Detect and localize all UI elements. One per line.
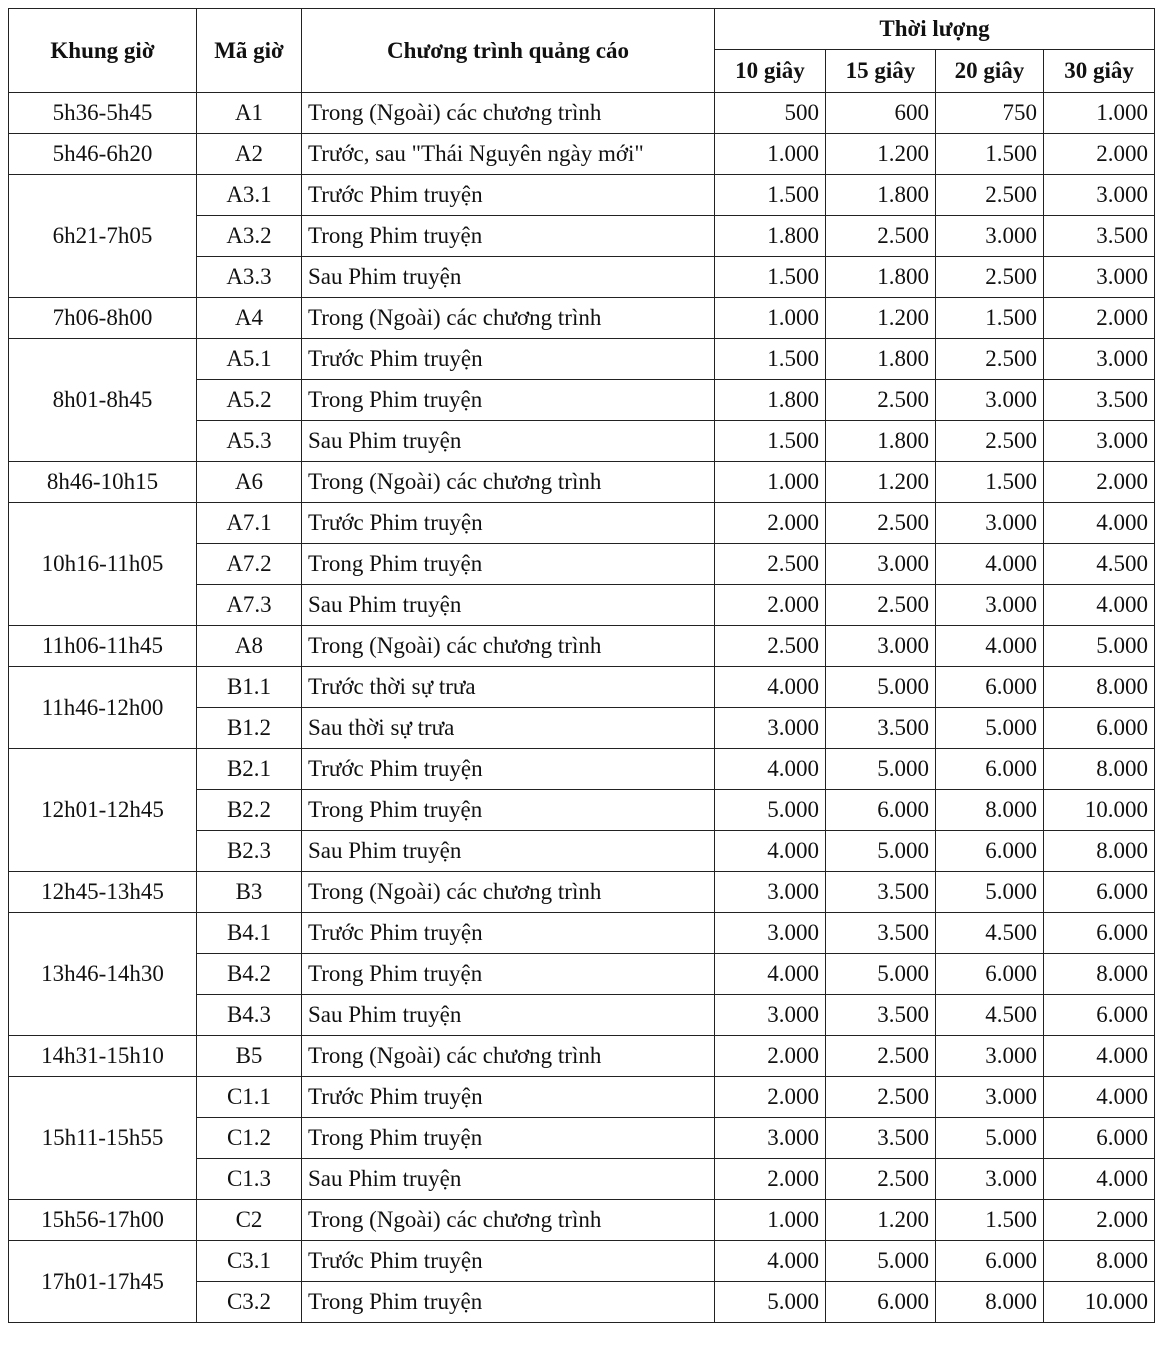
table-body [9, 93, 1155, 1323]
price-cell: 8.000 [1044, 749, 1155, 790]
price-cell: 2.500 [936, 421, 1044, 462]
price-cell: 1.200 [826, 462, 936, 503]
price-cell: 1.800 [826, 257, 936, 298]
price-cell: 1.800 [826, 421, 936, 462]
price-cell: 1.200 [826, 298, 936, 339]
time-slot-cell: 7h06-8h00 [9, 298, 197, 339]
price-cell: 8.000 [1044, 1241, 1155, 1282]
advertising-rate-table [8, 8, 1155, 1323]
price-cell: 8.000 [1044, 667, 1155, 708]
code-cell: C1.3 [197, 1159, 302, 1200]
program-cell: Trước Phim truyện [302, 339, 715, 380]
price-cell: 3.000 [936, 380, 1044, 421]
price-cell: 2.000 [715, 503, 826, 544]
price-cell: 5.000 [826, 831, 936, 872]
price-cell: 4.000 [936, 626, 1044, 667]
price-cell: 750 [936, 93, 1044, 134]
price-cell: 4.000 [1044, 503, 1155, 544]
price-cell: 3.000 [715, 872, 826, 913]
price-cell: 3.000 [1044, 175, 1155, 216]
price-cell: 500 [715, 93, 826, 134]
code-cell: B1.2 [197, 708, 302, 749]
price-cell: 2.500 [826, 585, 936, 626]
table-row [9, 503, 1155, 544]
price-cell: 6.000 [1044, 708, 1155, 749]
code-cell: B4.3 [197, 995, 302, 1036]
price-cell: 2.500 [826, 216, 936, 257]
price-cell: 4.000 [715, 954, 826, 995]
price-cell: 4.500 [936, 913, 1044, 954]
price-cell: 6.000 [1044, 872, 1155, 913]
time-slot-cell: 6h21-7h05 [9, 175, 197, 298]
price-cell: 1.000 [715, 298, 826, 339]
price-cell: 3.000 [936, 1159, 1044, 1200]
price-cell: 5.000 [826, 749, 936, 790]
time-slot-cell: 11h06-11h45 [9, 626, 197, 667]
price-cell: 1.500 [936, 1200, 1044, 1241]
price-cell: 3.000 [1044, 339, 1155, 380]
price-cell: 2.000 [1044, 298, 1155, 339]
code-cell: A7.3 [197, 585, 302, 626]
price-cell: 4.000 [715, 1241, 826, 1282]
price-cell: 1.000 [715, 1200, 826, 1241]
table-row [9, 1036, 1155, 1077]
price-cell: 6.000 [1044, 1118, 1155, 1159]
price-cell: 5.000 [936, 1118, 1044, 1159]
time-slot-cell: 8h46-10h15 [9, 462, 197, 503]
price-cell: 2.000 [715, 585, 826, 626]
price-cell: 4.000 [715, 749, 826, 790]
price-cell: 1.500 [715, 421, 826, 462]
price-cell: 4.000 [1044, 585, 1155, 626]
price-cell: 8.000 [1044, 954, 1155, 995]
price-cell: 3.500 [826, 1118, 936, 1159]
table-row [9, 626, 1155, 667]
program-cell: Trong Phim truyện [302, 380, 715, 421]
price-cell: 2.500 [826, 1036, 936, 1077]
price-cell: 6.000 [1044, 913, 1155, 954]
program-cell: Trước, sau "Thái Nguyên ngày mới" [302, 134, 715, 175]
price-cell: 2.000 [1044, 1200, 1155, 1241]
price-cell: 6.000 [1044, 995, 1155, 1036]
code-cell: A5.3 [197, 421, 302, 462]
price-cell: 1.500 [715, 339, 826, 380]
time-slot-cell: 5h46-6h20 [9, 134, 197, 175]
time-slot-cell: 13h46-14h30 [9, 913, 197, 1036]
price-cell: 4.000 [715, 667, 826, 708]
price-cell: 1.500 [715, 257, 826, 298]
program-cell: Trước thời sự trưa [302, 667, 715, 708]
code-cell: C1.1 [197, 1077, 302, 1118]
program-cell: Trong Phim truyện [302, 1282, 715, 1323]
table-row [9, 339, 1155, 380]
price-cell: 1.200 [826, 1200, 936, 1241]
price-cell: 1.800 [826, 175, 936, 216]
price-cell: 2.500 [936, 175, 1044, 216]
program-cell: Trước Phim truyện [302, 1241, 715, 1282]
price-cell: 6.000 [826, 1282, 936, 1323]
program-cell: Trong Phim truyện [302, 1118, 715, 1159]
price-cell: 4.000 [715, 831, 826, 872]
program-cell: Trong (Ngoài) các chương trình [302, 1200, 715, 1241]
price-cell: 4.000 [1044, 1077, 1155, 1118]
code-cell: B5 [197, 1036, 302, 1077]
price-cell: 3.500 [826, 913, 936, 954]
table-row [9, 298, 1155, 339]
price-cell: 3.000 [826, 544, 936, 585]
program-cell: Trong (Ngoài) các chương trình [302, 1036, 715, 1077]
price-cell: 2.000 [715, 1036, 826, 1077]
code-cell: A6 [197, 462, 302, 503]
price-cell: 1.000 [715, 134, 826, 175]
price-cell: 5.000 [936, 872, 1044, 913]
price-cell: 1.200 [826, 134, 936, 175]
code-cell: B3 [197, 872, 302, 913]
price-cell: 8.000 [936, 1282, 1044, 1323]
price-cell: 1.000 [715, 462, 826, 503]
code-cell: A5.1 [197, 339, 302, 380]
price-cell: 2.000 [715, 1159, 826, 1200]
table-row [9, 175, 1155, 216]
price-cell: 6.000 [936, 749, 1044, 790]
price-cell: 3.000 [826, 626, 936, 667]
program-cell: Trong (Ngoài) các chương trình [302, 298, 715, 339]
header-duration: Thời lượng [715, 9, 1155, 50]
price-cell: 2.500 [936, 257, 1044, 298]
price-cell: 600 [826, 93, 936, 134]
program-cell: Trước Phim truyện [302, 913, 715, 954]
code-cell: A3.3 [197, 257, 302, 298]
header-time-slot: Khung giờ [9, 9, 197, 93]
price-cell: 1.500 [715, 175, 826, 216]
program-cell: Trong (Ngoài) các chương trình [302, 872, 715, 913]
price-cell: 3.000 [936, 503, 1044, 544]
price-cell: 2.500 [826, 380, 936, 421]
price-cell: 3.000 [715, 1118, 826, 1159]
price-cell: 10.000 [1044, 790, 1155, 831]
price-cell: 6.000 [826, 790, 936, 831]
code-cell: B1.1 [197, 667, 302, 708]
price-cell: 3.500 [1044, 216, 1155, 257]
program-cell: Trong (Ngoài) các chương trình [302, 93, 715, 134]
price-cell: 1.800 [715, 216, 826, 257]
program-cell: Trong (Ngoài) các chương trình [302, 626, 715, 667]
code-cell: C3.2 [197, 1282, 302, 1323]
program-cell: Trong Phim truyện [302, 216, 715, 257]
price-cell: 3.000 [1044, 421, 1155, 462]
price-cell: 2.000 [715, 1077, 826, 1118]
price-cell: 2.000 [1044, 134, 1155, 175]
program-cell: Sau Phim truyện [302, 995, 715, 1036]
code-cell: A7.1 [197, 503, 302, 544]
price-cell: 3.000 [936, 585, 1044, 626]
program-cell: Trước Phim truyện [302, 1077, 715, 1118]
table-row [9, 667, 1155, 708]
program-cell: Sau Phim truyện [302, 1159, 715, 1200]
program-cell: Trong Phim truyện [302, 544, 715, 585]
program-cell: Trước Phim truyện [302, 749, 715, 790]
price-cell: 4.000 [1044, 1159, 1155, 1200]
code-cell: A3.1 [197, 175, 302, 216]
code-cell: A5.2 [197, 380, 302, 421]
header-duration-15s: 15 giây [826, 50, 936, 93]
code-cell: A8 [197, 626, 302, 667]
price-cell: 2.000 [1044, 462, 1155, 503]
price-cell: 3.000 [715, 913, 826, 954]
table-row [9, 1200, 1155, 1241]
table-row [9, 93, 1155, 134]
time-slot-cell: 12h01-12h45 [9, 749, 197, 872]
price-cell: 1.000 [1044, 93, 1155, 134]
program-cell: Trong Phim truyện [302, 954, 715, 995]
code-cell: A1 [197, 93, 302, 134]
table-header [9, 9, 1155, 93]
time-slot-cell: 10h16-11h05 [9, 503, 197, 626]
price-cell: 2.500 [715, 544, 826, 585]
header-duration-20s: 20 giây [936, 50, 1044, 93]
price-cell: 3.000 [715, 708, 826, 749]
price-cell: 2.500 [715, 626, 826, 667]
price-cell: 5.000 [826, 954, 936, 995]
code-cell: B2.3 [197, 831, 302, 872]
time-slot-cell: 12h45-13h45 [9, 872, 197, 913]
price-cell: 5.000 [936, 708, 1044, 749]
program-cell: Sau Phim truyện [302, 585, 715, 626]
price-cell: 1.500 [936, 298, 1044, 339]
price-cell: 3.000 [1044, 257, 1155, 298]
time-slot-cell: 15h56-17h00 [9, 1200, 197, 1241]
price-cell: 10.000 [1044, 1282, 1155, 1323]
price-cell: 6.000 [936, 1241, 1044, 1282]
price-cell: 3.500 [826, 708, 936, 749]
price-cell: 3.000 [936, 216, 1044, 257]
header-code: Mã giờ [197, 9, 302, 93]
price-cell: 2.500 [936, 339, 1044, 380]
price-cell: 5.000 [826, 667, 936, 708]
time-slot-cell: 17h01-17h45 [9, 1241, 197, 1323]
code-cell: B2.2 [197, 790, 302, 831]
program-cell: Trước Phim truyện [302, 503, 715, 544]
price-cell: 3.000 [936, 1077, 1044, 1118]
time-slot-cell: 14h31-15h10 [9, 1036, 197, 1077]
program-cell: Trong (Ngoài) các chương trình [302, 462, 715, 503]
table-row [9, 462, 1155, 503]
code-cell: A4 [197, 298, 302, 339]
price-cell: 1.500 [936, 134, 1044, 175]
header-duration-10s: 10 giây [715, 50, 826, 93]
code-cell: A3.2 [197, 216, 302, 257]
time-slot-cell: 5h36-5h45 [9, 93, 197, 134]
price-cell: 2.500 [826, 503, 936, 544]
time-slot-cell: 15h11-15h55 [9, 1077, 197, 1200]
code-cell: B4.1 [197, 913, 302, 954]
table-row [9, 1241, 1155, 1282]
price-cell: 4.500 [936, 995, 1044, 1036]
time-slot-cell: 11h46-12h00 [9, 667, 197, 749]
price-cell: 3.500 [1044, 380, 1155, 421]
price-cell: 4.500 [1044, 544, 1155, 585]
time-slot-cell: 8h01-8h45 [9, 339, 197, 462]
price-cell: 3.000 [936, 1036, 1044, 1077]
price-cell: 4.000 [1044, 1036, 1155, 1077]
price-cell: 5.000 [1044, 626, 1155, 667]
code-cell: C2 [197, 1200, 302, 1241]
price-cell: 3.500 [826, 995, 936, 1036]
header-program: Chương trình quảng cáo [302, 9, 715, 93]
price-cell: 1.500 [936, 462, 1044, 503]
code-cell: C1.2 [197, 1118, 302, 1159]
code-cell: A2 [197, 134, 302, 175]
price-cell: 1.800 [715, 380, 826, 421]
price-cell: 5.000 [826, 1241, 936, 1282]
price-cell: 3.000 [715, 995, 826, 1036]
header-duration-30s: 30 giây [1044, 50, 1155, 93]
price-cell: 2.500 [826, 1077, 936, 1118]
program-cell: Sau thời sự trưa [302, 708, 715, 749]
price-cell: 3.500 [826, 872, 936, 913]
code-cell: C3.1 [197, 1241, 302, 1282]
program-cell: Trước Phim truyện [302, 175, 715, 216]
price-cell: 8.000 [1044, 831, 1155, 872]
table-row [9, 749, 1155, 790]
code-cell: A7.2 [197, 544, 302, 585]
price-cell: 5.000 [715, 790, 826, 831]
price-cell: 6.000 [936, 831, 1044, 872]
table-row [9, 872, 1155, 913]
price-cell: 1.800 [826, 339, 936, 380]
table-row [9, 134, 1155, 175]
table-row [9, 1077, 1155, 1118]
program-cell: Sau Phim truyện [302, 831, 715, 872]
price-cell: 5.000 [715, 1282, 826, 1323]
program-cell: Sau Phim truyện [302, 421, 715, 462]
code-cell: B2.1 [197, 749, 302, 790]
price-cell: 4.000 [936, 544, 1044, 585]
price-cell: 2.500 [826, 1159, 936, 1200]
price-cell: 6.000 [936, 667, 1044, 708]
code-cell: B4.2 [197, 954, 302, 995]
program-cell: Trong Phim truyện [302, 790, 715, 831]
price-cell: 8.000 [936, 790, 1044, 831]
program-cell: Sau Phim truyện [302, 257, 715, 298]
table-row [9, 913, 1155, 954]
price-cell: 6.000 [936, 954, 1044, 995]
